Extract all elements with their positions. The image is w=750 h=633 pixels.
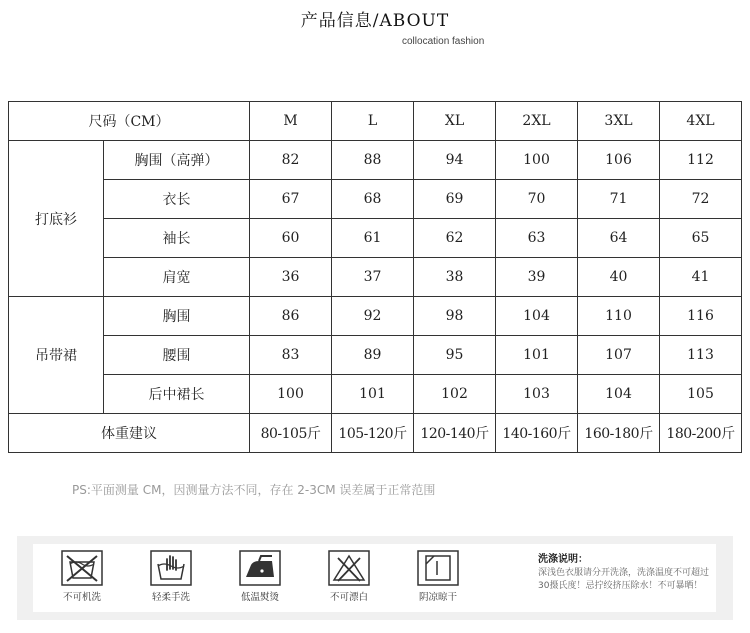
wash-instructions-text: 深浅色衣服请分开洗涤，洗涤温度不可超过30摄氏度！忌拧绞挤压除水！不可暴晒！: [538, 568, 710, 591]
table-cell: 62: [414, 219, 496, 258]
low-iron-icon: [239, 550, 281, 586]
table-cell: 106: [578, 141, 660, 180]
row-label: 衣长: [104, 180, 250, 219]
page-subtitle: collocation fashion: [402, 36, 485, 47]
table-cell: 63: [496, 219, 578, 258]
weight-cell: 120-140斤: [414, 414, 496, 453]
care-label: 不可漂白: [329, 592, 368, 603]
table-cell: 102: [414, 375, 496, 414]
weight-cell: 80-105斤: [250, 414, 332, 453]
table-header-row: [9, 102, 742, 141]
no-machine-wash-icon: [61, 550, 103, 586]
size-col-header: XL: [414, 102, 496, 141]
weight-cell: 140-160斤: [496, 414, 578, 453]
care-label: 低温熨烫: [240, 592, 279, 603]
table-cell: 82: [250, 141, 332, 180]
hand-wash-icon: [150, 550, 192, 586]
table-cell: 110: [578, 297, 660, 336]
group-label: 打底衫: [9, 141, 104, 297]
wash-instructions-title: 洗涤说明：: [538, 554, 588, 565]
wash-instructions: [538, 550, 714, 593]
table-cell: 69: [414, 180, 496, 219]
care-item-no-bleach: [314, 550, 384, 603]
table-cell: 70: [496, 180, 578, 219]
size-chart-table: [8, 101, 742, 453]
table-cell: 92: [332, 297, 414, 336]
size-col-header: 2XL: [496, 102, 578, 141]
table-cell: 71: [578, 180, 660, 219]
table-cell: 89: [332, 336, 414, 375]
care-label: 不可机洗: [62, 592, 101, 603]
table-cell: 86: [250, 297, 332, 336]
table-cell: 65: [660, 219, 742, 258]
size-col-header: 3XL: [578, 102, 660, 141]
care-item-low-iron: [225, 550, 295, 603]
table-cell: 98: [414, 297, 496, 336]
table-cell: 104: [578, 375, 660, 414]
table-cell: 101: [332, 375, 414, 414]
page-title: 产品信息/ABOUT: [300, 11, 450, 31]
table-cell: 113: [660, 336, 742, 375]
size-col-header: M: [250, 102, 332, 141]
care-item-shade-dry: [403, 550, 473, 603]
weight-label: 体重建议: [9, 414, 250, 453]
row-label: 腰围: [104, 336, 250, 375]
table-row: [9, 336, 742, 375]
size-col-header: 4XL: [660, 102, 742, 141]
table-cell: 100: [496, 141, 578, 180]
weight-cell: 105-120斤: [332, 414, 414, 453]
table-cell: 83: [250, 336, 332, 375]
weight-row: [9, 414, 742, 453]
shade-dry-icon: [417, 550, 459, 586]
table-cell: 37: [332, 258, 414, 297]
table-cell: 64: [578, 219, 660, 258]
table-cell: 39: [496, 258, 578, 297]
care-item-no-machine-wash: [47, 550, 117, 603]
table-cell: 67: [250, 180, 332, 219]
table-cell: 72: [660, 180, 742, 219]
table-cell: 112: [660, 141, 742, 180]
table-cell: 60: [250, 219, 332, 258]
row-label: 胸围: [104, 297, 250, 336]
size-header-label: 尺码（CM）: [9, 102, 250, 141]
table-cell: 41: [660, 258, 742, 297]
table-row: [9, 375, 742, 414]
row-label: 胸围（高弹）: [104, 141, 250, 180]
care-item-hand-wash: [136, 550, 206, 603]
measurement-note: PS:平面测量 CM，因测量方法不同，存在 2-3CM 误差属于正常范围: [72, 483, 436, 497]
table-row: [9, 219, 742, 258]
table-cell: 101: [496, 336, 578, 375]
table-cell: 61: [332, 219, 414, 258]
care-panel: [17, 536, 733, 620]
table-cell: 100: [250, 375, 332, 414]
table-cell: 88: [332, 141, 414, 180]
row-label: 肩宽: [104, 258, 250, 297]
no-bleach-icon: [328, 550, 370, 586]
care-label: 轻柔手洗: [151, 592, 190, 603]
table-cell: 40: [578, 258, 660, 297]
table-row: [9, 258, 742, 297]
table-cell: 38: [414, 258, 496, 297]
table-cell: 103: [496, 375, 578, 414]
row-label: 袖长: [104, 219, 250, 258]
table-cell: 104: [496, 297, 578, 336]
care-panel-inner: [33, 544, 716, 612]
group-label: 吊带裙: [9, 297, 104, 414]
weight-cell: 160-180斤: [578, 414, 660, 453]
table-cell: 95: [414, 336, 496, 375]
row-label: 后中裙长: [104, 375, 250, 414]
table-cell: 36: [250, 258, 332, 297]
care-label: 阴凉晾干: [418, 592, 457, 603]
table-row: [9, 180, 742, 219]
table-cell: 116: [660, 297, 742, 336]
table-cell: 105: [660, 375, 742, 414]
table-cell: 94: [414, 141, 496, 180]
size-col-header: L: [332, 102, 414, 141]
weight-cell: 180-200斤: [660, 414, 742, 453]
table-row: [9, 297, 742, 336]
table-row: [9, 141, 742, 180]
table-cell: 107: [578, 336, 660, 375]
table-cell: 68: [332, 180, 414, 219]
